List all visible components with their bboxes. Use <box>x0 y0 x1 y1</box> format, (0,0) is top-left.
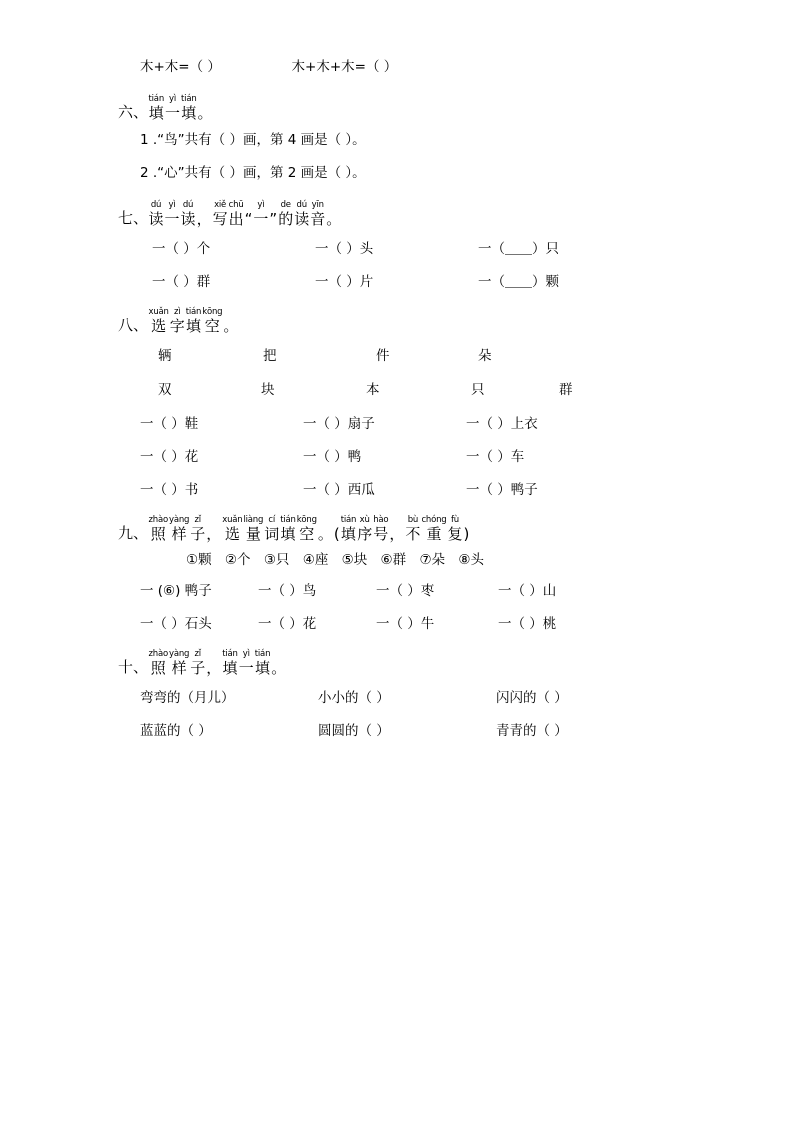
section-title-ten <box>148 650 287 676</box>
row-eight-2 <box>118 445 688 465</box>
row-seven-1 <box>118 237 688 257</box>
quantifier-options <box>118 548 688 568</box>
ruby-char: tián 填 <box>254 648 271 677</box>
section-number-ten: 十、 <box>118 657 149 676</box>
blank-item: 一（ ）石头 <box>140 615 212 632</box>
section-heading-eight <box>118 308 688 334</box>
blank-item: 一（ ）个 <box>152 240 211 257</box>
pattern-item: 闪闪的（ ） <box>496 689 568 706</box>
word-bank-row-2 <box>118 378 688 398</box>
ruby-char: xuǎn 选 <box>222 514 243 543</box>
blank-item: 一（＿＿）只 <box>478 240 559 257</box>
row-seven-2 <box>118 270 688 290</box>
bank-word: 双 <box>158 381 172 398</box>
ruby-char: kōng 空 <box>296 514 317 543</box>
ruby-char: tián 填 <box>185 306 202 335</box>
question-six-1: 1 .“鸟”共有（ ）画，第 4 画是（ ）。 <box>140 131 366 148</box>
section-title-eight <box>148 308 239 334</box>
blank-item: 一（ ）西瓜 <box>303 481 375 498</box>
blank-item: 一（ ）鸭 <box>303 448 362 465</box>
ruby-char: chū 出 <box>228 199 244 228</box>
ruby-char: kōng 空 <box>202 306 223 335</box>
ruby-char: tián 填 <box>222 648 238 677</box>
ruby-char: de 的 <box>278 199 294 228</box>
ruby-char: ( <box>333 524 340 543</box>
ruby-char: xiě 写 <box>212 199 228 228</box>
ruby-char: zì 字 <box>169 306 185 335</box>
blank-item: 一（ ）鸭子 <box>466 481 538 498</box>
ruby-char: liàng 量 <box>243 514 264 543</box>
top-line-left: 木+木=（ ） <box>140 59 221 75</box>
blank-item: 一（ ）鞋 <box>140 415 199 432</box>
ruby-char: ， <box>196 209 212 228</box>
ruby-char: xù 序 <box>357 514 373 543</box>
row-nine-2 <box>118 612 688 632</box>
pattern-item: 弯弯的（月儿） <box>140 689 235 706</box>
section-number-seven: 七、 <box>118 208 149 227</box>
ruby-char: ， <box>206 524 222 543</box>
pattern-item: 青青的（ ） <box>496 722 568 739</box>
blank-item: 一（ ）扇子 <box>303 415 375 432</box>
ruby-char: yīn 音 <box>310 199 326 228</box>
blank-item: 一（ ）车 <box>466 448 525 465</box>
row-ten-2 <box>118 719 688 739</box>
bank-word: 件 <box>376 347 390 364</box>
ruby-char: yàng 样 <box>168 648 190 677</box>
ruby-char: cí 词 <box>264 514 280 543</box>
ruby-char: ) <box>463 524 470 543</box>
section-heading-seven <box>118 201 688 227</box>
blank-item: 一（ ）枣 <box>376 582 435 599</box>
pattern-item: 蓝蓝的（ ） <box>140 722 212 739</box>
ruby-char: ， <box>389 524 405 543</box>
option-item: ②个 <box>224 551 251 568</box>
question-six-2: 2 .“心”共有（ ）画，第 2 画是（ ）。 <box>140 164 366 181</box>
ruby-char: dú 读 <box>148 199 164 228</box>
blank-item: 一（ ）花 <box>140 448 199 465</box>
blank-item: 一（ ）群 <box>152 273 211 290</box>
worksheet-content <box>118 58 688 752</box>
ruby-char: zǐ 子 <box>190 648 206 677</box>
ruby-char: bù 不 <box>405 514 421 543</box>
ruby-char: yì 一 <box>165 93 181 122</box>
ruby-char: 。 <box>197 103 213 122</box>
section-number-nine: 九、 <box>118 523 149 542</box>
row-nine-1 <box>118 579 688 599</box>
blank-item: 一（＿＿）颗 <box>478 273 559 290</box>
section-heading-six <box>118 95 688 121</box>
ruby-char: dú 读 <box>180 199 196 228</box>
pattern-item: 小小的（ ） <box>318 689 390 706</box>
blank-item: 一（ ）花 <box>258 615 317 632</box>
ruby-char: 。 <box>326 209 342 228</box>
option-item: ⑥群 <box>380 551 407 568</box>
ruby-char: xuǎn 选 <box>148 306 169 335</box>
bank-word: 朵 <box>478 347 492 364</box>
blank-item: 一（ ）书 <box>140 481 199 498</box>
bank-word: 本 <box>366 381 380 398</box>
section-title-nine <box>148 516 470 542</box>
ruby-char: 。 <box>317 524 333 543</box>
section-heading-nine <box>118 516 688 542</box>
bank-word: 把 <box>263 347 277 364</box>
section-number-six: 六、 <box>118 102 149 121</box>
ruby-char: tián 填 <box>340 514 357 543</box>
blank-item: 一（ ）鸟 <box>258 582 317 599</box>
section-heading-ten <box>118 650 688 676</box>
bank-word: 块 <box>261 381 275 398</box>
ruby-char: tián 填 <box>280 514 296 543</box>
option-item: ④座 <box>302 551 329 568</box>
bank-word: 辆 <box>158 347 172 364</box>
word-bank <box>118 344 688 398</box>
blank-item: 一（ ）牛 <box>376 615 435 632</box>
ruby-char: zǐ 子 <box>190 514 206 543</box>
ruby-char: ” <box>269 209 278 228</box>
row-eight-1 <box>118 412 688 432</box>
blank-item: 一（ ）头 <box>315 240 374 257</box>
ruby-char: ， <box>206 658 222 677</box>
ruby-char: chóng 重 <box>421 514 447 543</box>
blank-item: 一 (⑥) 鸭子 <box>140 582 212 599</box>
blank-item: 一（ ）上衣 <box>466 415 538 432</box>
option-item: ⑧头 <box>458 551 484 568</box>
ruby-char: dú 读 <box>294 199 310 228</box>
option-item: ①颗 <box>186 551 212 568</box>
ruby-char: tián 填 <box>181 93 197 122</box>
ruby-char: hào 号 <box>373 514 389 543</box>
ruby-char: zhào 照 <box>148 648 168 677</box>
word-bank-row-1 <box>118 344 688 364</box>
blank-item: 一（ ）桃 <box>498 615 557 632</box>
ruby-char: tián 填 <box>148 93 165 122</box>
ruby-char: zhào 照 <box>148 514 168 543</box>
section-number-eight: 八、 <box>118 315 149 334</box>
ruby-char: yì 一 <box>164 199 180 228</box>
ruby-char: yì 一 <box>253 199 269 228</box>
ruby-char: “ <box>244 209 253 228</box>
row-eight-3 <box>118 478 688 498</box>
top-line-right: 木+木+木=（ ） <box>291 59 398 75</box>
ruby-char: 。 <box>223 316 239 335</box>
option-item: ⑤块 <box>341 551 368 568</box>
pattern-item: 圆圆的（ ） <box>318 722 390 739</box>
ruby-char: yì 一 <box>238 648 254 677</box>
row-ten-1 <box>118 686 688 706</box>
section-title-six <box>148 95 213 121</box>
blank-item: 一（ ）山 <box>498 582 557 599</box>
option-item: ③只 <box>263 551 290 568</box>
ruby-char: 。 <box>271 658 287 677</box>
bank-word: 群 <box>559 381 573 398</box>
section-title-seven <box>148 201 342 227</box>
ruby-char: fù 复 <box>447 514 463 543</box>
blank-item: 一（ ）片 <box>315 273 374 290</box>
option-item: ⑦朵 <box>419 551 446 568</box>
top-carryover-line <box>118 58 688 77</box>
bank-word: 只 <box>471 381 485 398</box>
ruby-char: yàng 样 <box>168 514 190 543</box>
